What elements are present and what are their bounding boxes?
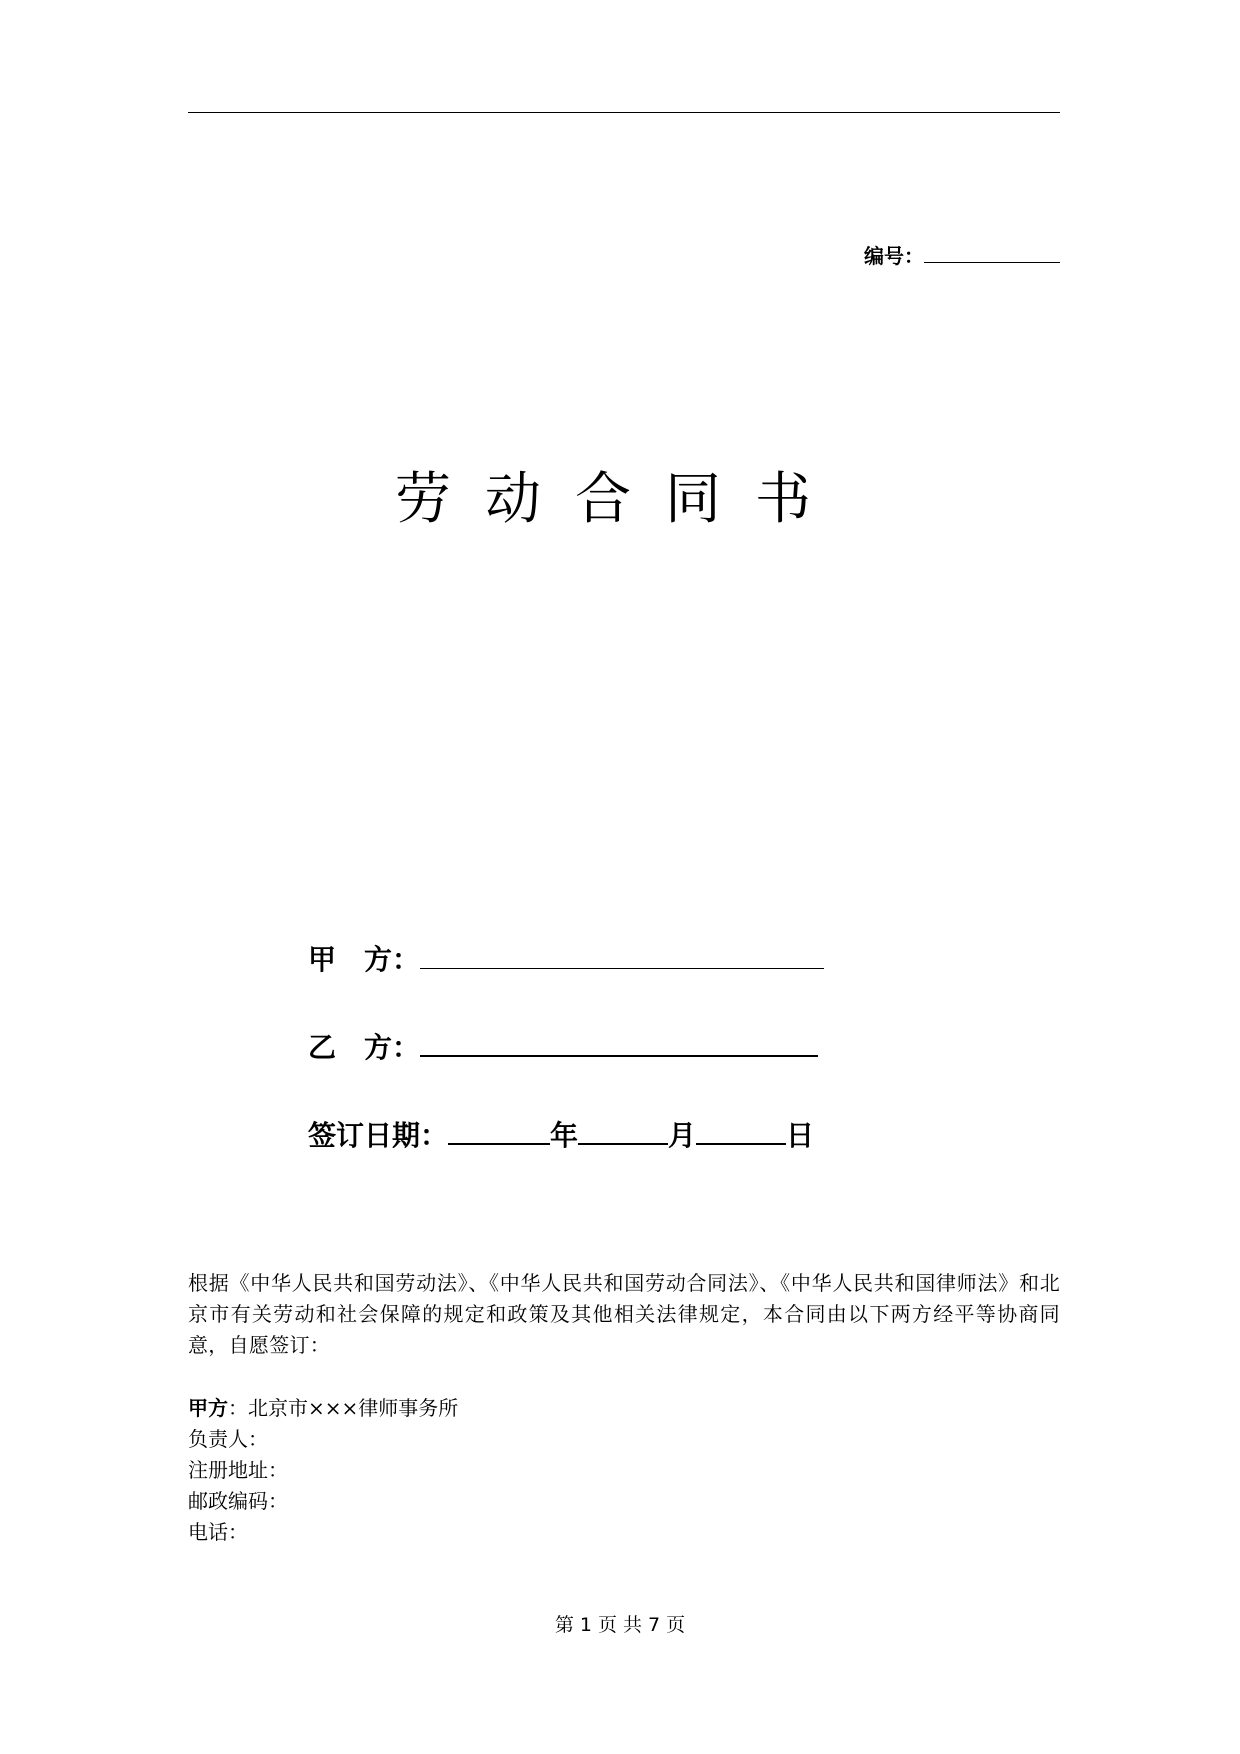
- party-a-name-line: [188, 1393, 458, 1424]
- sign-date-line: [308, 1114, 814, 1154]
- party-a-info: [188, 1393, 458, 1548]
- document-number-blank: [924, 244, 1060, 263]
- document-number: [864, 240, 1060, 269]
- party-a-name: ：北京市×××律师事务所: [228, 1396, 459, 1420]
- document-number-label: 编号：: [864, 244, 924, 268]
- responsible-person-line: 负责人：: [188, 1427, 268, 1451]
- party-a-line: [308, 938, 824, 978]
- month-label: 月: [668, 1119, 697, 1152]
- page-title: 劳动合同书: [395, 467, 845, 532]
- registered-address-line: 注册地址：: [188, 1458, 288, 1482]
- month-blank: [578, 1117, 668, 1145]
- party-b-line: [308, 1026, 818, 1066]
- party-a-info-label: 甲方: [188, 1396, 228, 1420]
- party-b-label: 乙 方：: [308, 1031, 421, 1064]
- postcode-line: 邮政编码：: [188, 1489, 288, 1513]
- year-blank: [448, 1117, 550, 1145]
- phone-line: 电话：: [188, 1520, 248, 1544]
- day-label: 日: [786, 1119, 815, 1152]
- party-a-blank: [420, 942, 824, 969]
- header-rule: [188, 112, 1060, 113]
- page-number: 第 1 页 共 7 页: [554, 1614, 686, 1636]
- preamble-paragraph: 根据《中华人民共和国劳动法》、《中华人民共和国劳动合同法》、《中华人民共和国律师法》和北京市有关劳动和社会保障的规定和政策及其他相关法律规定，本合同由以下两方经平等协商同意，自愿签订：: [188, 1271, 1060, 1357]
- year-label: 年: [550, 1119, 579, 1152]
- sign-date-label: 签订日期：: [308, 1119, 449, 1152]
- party-a-label: 甲 方：: [308, 943, 421, 976]
- party-b-blank: [420, 1029, 818, 1057]
- day-blank: [696, 1117, 786, 1145]
